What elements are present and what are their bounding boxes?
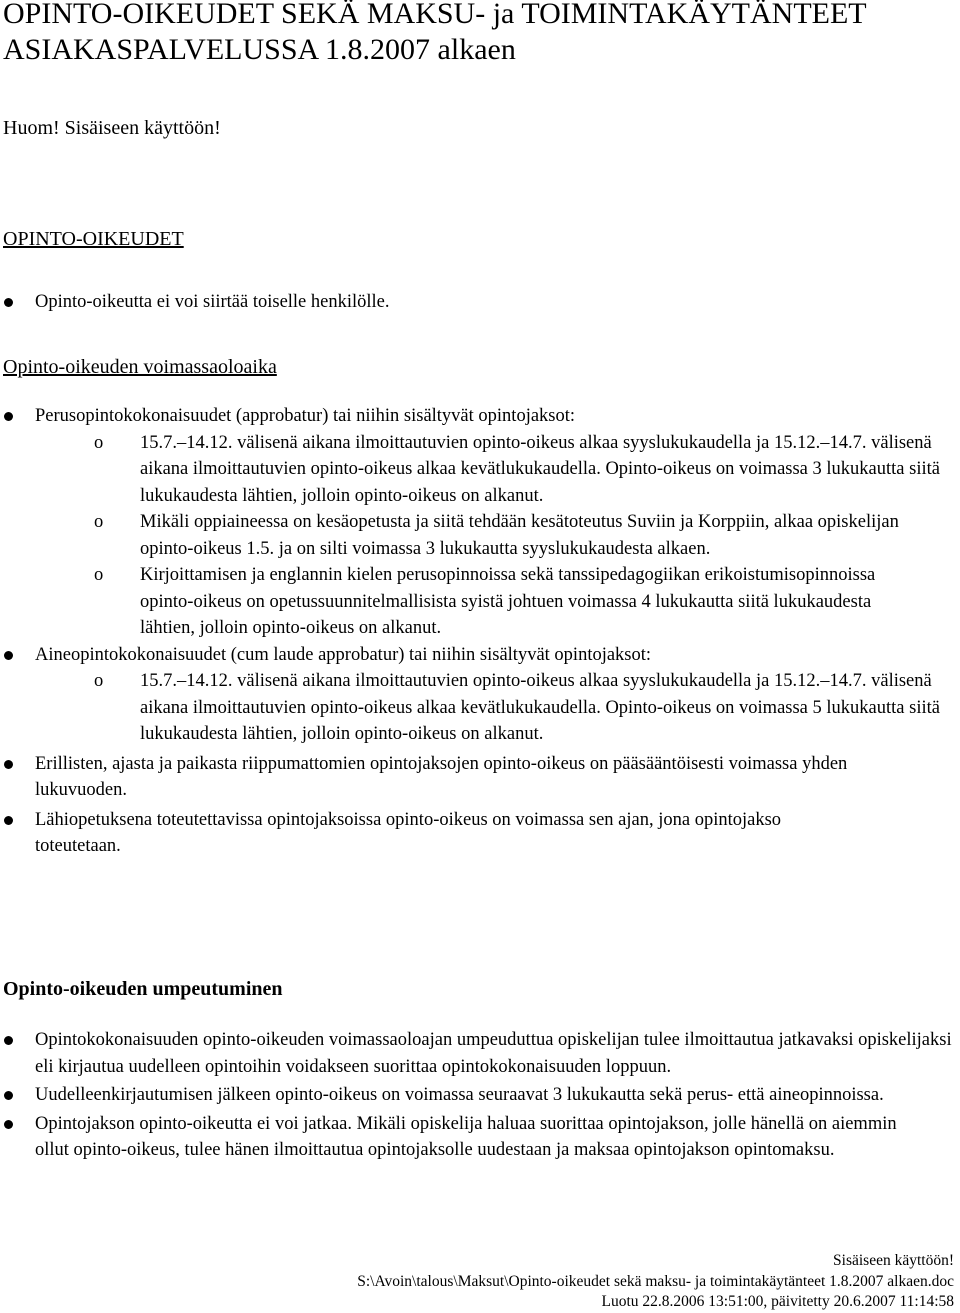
bullet-icon xyxy=(4,1091,13,1100)
list-item xyxy=(0,289,960,316)
list-item-text: Erillisten, ajasta ja paikasta riippumattomien opintojaksojen opinto-oikeus on pääsääntöisesti voimassa yhden lukuvuoden. xyxy=(35,753,848,800)
list-item-text: Opinto-oikeutta ei voi siirtää toiselle henkilölle. xyxy=(35,292,390,312)
list-item-text: Perusopintokokonaisuudet (approbatur) tai niihin sisältyvät opintojaksot: xyxy=(35,406,576,426)
internal-use-note: Huom! Sisäiseen käyttöön! xyxy=(3,117,221,139)
sub-bullet-marker: o xyxy=(94,432,104,453)
sub-list-item xyxy=(0,668,960,748)
footer-internal-use: Sisäiseen käyttöön! xyxy=(833,1252,954,1269)
bullet-icon xyxy=(4,760,13,769)
list-item-text: Lähiopetuksena toteutettavissa opintojaksoissa opinto-oikeus on voimassa sen ajan, jona opintojakso toteutetaan. xyxy=(35,809,782,856)
sub-bullet-marker: o xyxy=(94,512,104,532)
sub-list-item-text: 15.7.–14.12. välisenä aikana ilmoittautuvien opinto-oikeus alkaa syyslukukaudella ja 15.12.–14.7. välisenä aikana ilmoittautuvien opinto-oikeus alkaa kevätlukukaudella. Opinto-oikeus on voimassa 5 lukukautta siitä lukukaudesta lähtien, jolloin opinto-oikeus on alkanut. xyxy=(140,671,940,744)
sub-list-item xyxy=(0,562,960,642)
bullet-icon xyxy=(4,412,13,421)
section-voimassaoloaika-list xyxy=(0,403,960,860)
section-heading-voimassaoloaika: Opinto-oikeuden voimassaoloaika xyxy=(3,356,277,378)
list-item-text: Opintokokonaisuuden opinto-oikeuden voimassaoloajan umpeuduttua opiskelijan tulee ilmoittautua jatkavaksi opiskelijaksi eli kirjautua uudelleen opintoihin voidakseen suorittaa opintokokonaisuuden loppuun. xyxy=(35,1030,952,1077)
list-item-text: Aineopintokokonaisuudet (cum laude approbatur) tai niihin sisältyvät opintojaksot: xyxy=(35,644,652,665)
bullet-icon xyxy=(4,651,13,660)
bullet-icon xyxy=(4,816,13,825)
sub-bullet-marker: o xyxy=(94,565,104,585)
section-heading-opinto-oikeudet: OPINTO-OIKEUDET xyxy=(3,228,184,250)
sub-list-item-text: Kirjoittamisen ja englannin kielen perusopinnoissa sekä tanssipedagogiikan erikoistumisopinnoissa opinto-oikeus on opetussuunnitelmallisista syistä johtuen voimassa 4 lukukautta siitä lukukaudesta lähtien, jolloin opinto-oikeus on alkanut. xyxy=(140,565,876,638)
list-item-text: Uudelleenkirjautumisen jälkeen opinto-oikeus on voimassa seuraavat 3 lukukautta sekä perus- että aineopinnoissa. xyxy=(35,1085,884,1105)
list-item xyxy=(0,403,960,430)
sub-list-item xyxy=(0,430,960,510)
bullet-icon xyxy=(4,1120,13,1129)
section-opinto-oikeudet-list xyxy=(0,289,960,316)
list-item xyxy=(0,1111,960,1164)
list-item xyxy=(0,642,960,669)
document-title: OPINTO-OIKEUDET SEKÄ MAKSU- ja TOIMINTAKÄYTÄNTEET ASIAKASPALVELUSSA 1.8.2007 alkaen xyxy=(3,0,867,66)
list-item xyxy=(0,1082,960,1109)
bullet-icon xyxy=(4,298,13,307)
section-heading-umpeutuminen: Opinto-oikeuden umpeutuminen xyxy=(3,978,283,1000)
footer-timestamps: Luotu 22.8.2006 13:51:00, päivitetty 20.6.2007 11:14:58 xyxy=(601,1293,954,1310)
bullet-icon xyxy=(4,1036,13,1045)
section-umpeutuminen-list xyxy=(0,1027,960,1164)
sub-bullet-marker: o xyxy=(94,671,104,691)
sub-list-item-text: Mikäli oppiaineessa on kesäopetusta ja siitä tehdään kesätoteutus Suviin ja Korppiin, alkaa opiskelijan opinto-oikeus 1.5. ja on silti voimassa 3 lukukautta syyslukukaudesta alkaen. xyxy=(140,512,899,559)
list-item xyxy=(0,807,960,860)
list-item xyxy=(0,751,960,804)
footer-file-path: S:\Avoin\talous\Maksut\Opinto-oikeudet sekä maksu- ja toimintakäytänteet 1.8.2007 alkaen.doc xyxy=(357,1273,954,1290)
list-item xyxy=(0,1027,960,1080)
sub-list-item xyxy=(0,509,960,562)
list-item-text: Opintojakson opinto-oikeutta ei voi jatkaa. Mikäli opiskelija haluaa suorittaa opintojakson, jolle hänellä on aiemmin ollut opinto-oikeus, tulee hänen ilmoittautua opintojaksolle uudestaan ja maksaa opintojakson opintomaksu. xyxy=(35,1113,897,1160)
sub-list-item-text: 15.7.–14.12. välisenä aikana ilmoittautuvien opinto-oikeus alkaa syyslukukaudella ja 15.12.–14.7. välisenä aikana ilmoittautuvien opinto-oikeus alkaa kevätlukukaudella. Opinto-oikeus on voimassa 3 lukukautta siitä lukukaudesta lähtien, jolloin opinto-oikeus on alkanut. xyxy=(140,432,940,506)
